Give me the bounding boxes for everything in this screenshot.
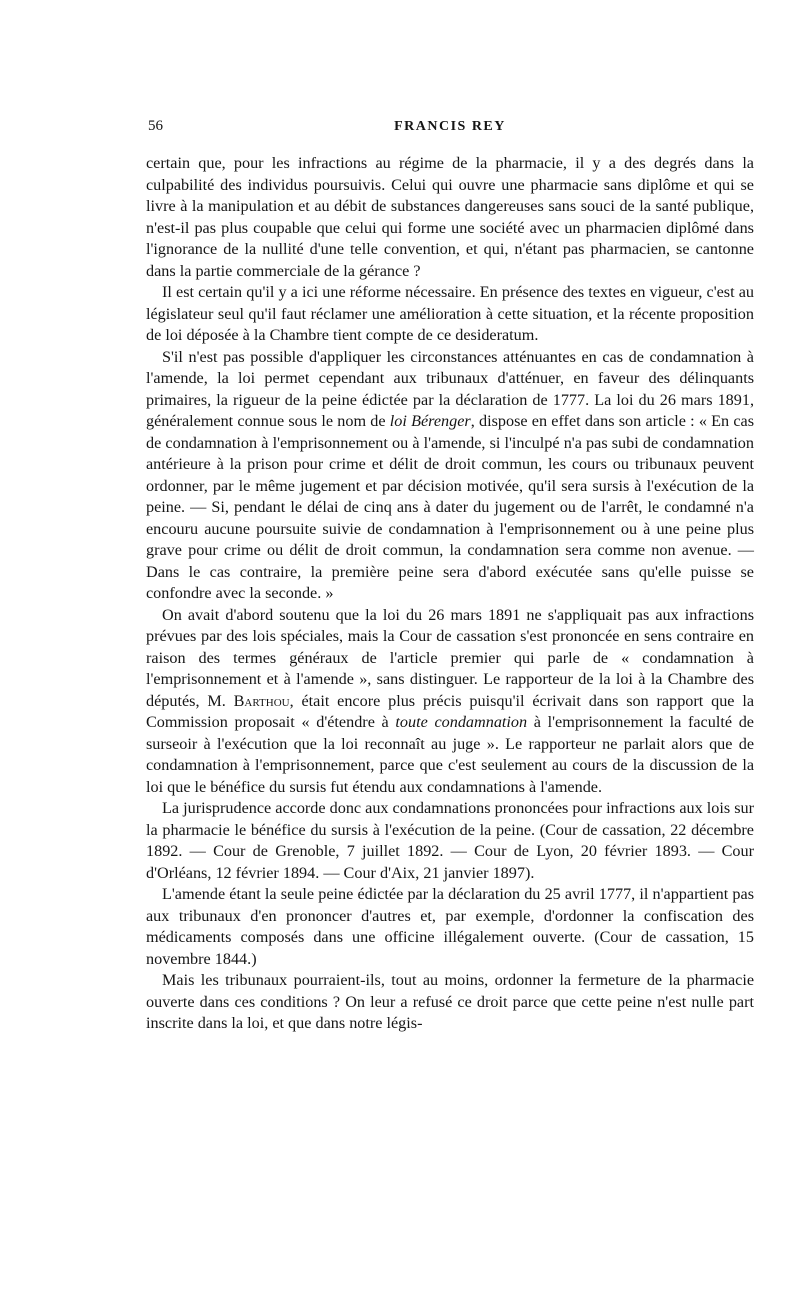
body-text	[146, 153, 754, 1035]
paragraph-4-text-c: à l'emprisonnement la faculté de surseoir à l'exécution que la loi reconnaît au juge ». Le rapporteur ne parlait alors que de condamnation à l'emprisonnement, parce que c'est seulement au cours de la discussion de la loi que le bénéfice du sursis fut étendu aux condamnations à l'amende.	[146, 713, 754, 796]
book-page	[146, 118, 754, 1035]
paragraph-5: La jurisprudence accorde donc aux condamnations prononcées pour infractions aux lois sur la pharmacie le bénéfice du sursis à l'exécution de la peine. (Cour de cassation, 22 décembre 1892. — Cour de Grenoble, 7 juillet 1892. — Cour de Lyon, 20 février 1893. — Cour d'Orléans, 12 février 1894. — Cour d'Aix, 21 janvier 1897).	[146, 799, 754, 882]
paragraph-7: Mais les tribunaux pourraient-ils, tout au moins, ordonner la fermeture de la pharmacie ouverte dans ces conditions ? On leur a refusé ce droit parce que cette peine n'est nulle part inscrite dans la loi, et que dans notre légis-	[146, 971, 754, 1032]
page-number: 56	[148, 118, 163, 134]
paragraph-6: L'amende étant la seule peine édictée par la déclaration du 25 avril 1777, il n'appartient pas aux tribunaux d'en prononcer d'autres et, par exemple, d'ordonner la confiscation des médicaments composés dans une officine illégalement ouverte. (Cour de cassation, 15 novembre 1844.)	[146, 885, 754, 968]
paragraph-4-text-b: , était encore plus précis puisqu'il écrivait dans son rapport que la Commission proposait « d'étendre à	[146, 691, 755, 731]
paragraph-3-text-a: S'il n'est pas possible d'appliquer les circonstances atténuantes en cas de condamnation à l'amende, la loi permet cependant aux tribunaux d'atténuer, en faveur des délinquants primaires, la rigueur de la peine édictée par la déclaration de 1777. La loi du 26 mars 1891, généralement connue sous le nom de	[146, 347, 754, 430]
paragraph-3	[146, 347, 754, 605]
paragraph-4-text-a: On avait d'abord soutenu que la loi du 26 mars 1891 ne s'appliquait pas aux infractions prévues par des lois spéciales, mais la Cour de cassation s'est prononcée en sens contraire en raison des termes généraux de l'article premier qui parle de « condamnation à l'emprisonnement et à l'amende », sans distinguer. Le rapporteur de la loi à la Chambre des députés, M.	[146, 605, 754, 710]
paragraph-1: certain que, pour les infractions au régime de la pharmacie, il y a des degrés dans la culpabilité des individus poursuivis. Celui qui ouvre une pharmacie sans diplôme et qui se livre à la manipulation et au débit de substances dangereuses sans souci de la santé publique, n'est-il pas plus coupable que celui qui forme une société avec un pharmacien diplômé dans l'ignorance de la nullité d'une telle convention, et qui, n'étant pas pharmacien, se cantonne dans la partie commerciale de la gérance ?	[146, 154, 754, 280]
loi-berenger-italic: loi Bérenger	[389, 412, 471, 430]
paragraph-4	[146, 605, 754, 799]
paragraph-2: Il est certain qu'il y a ici une réforme nécessaire. En présence des textes en vigueur, c'est au législateur seul qu'il faut réclamer une amélioration à cette situation, et la récente proposition de loi déposée à la Chambre tient compte de ce desideratum.	[146, 283, 754, 344]
page-header	[146, 118, 754, 142]
toute-condamnation-italic: toute condamnation	[395, 713, 528, 731]
running-title: FRANCIS REY	[394, 119, 506, 134]
barthou-smallcaps: Barthou	[233, 691, 290, 710]
paragraph-3-text-b: , dispose en effet dans son article : « En cas de condamnation à l'emprisonnement ou à l'amende, si l'inculpé n'a pas subi de condamnation antérieure à la prison pour crime et délit de droit commun, les cours ou tribunaux peuvent ordonner, par le même jugement et par décision motivée, qu'il sera sursis à l'exécution de la peine. — Si, pendant le délai de cinq ans à dater du jugement ou de l'arrêt, le condamné n'a encouru aucune poursuite suivie de condamnation à l'emprisonnement ou à une peine plus grave pour crime ou délit de droit commun, la condamnation sera comme non avenue. — Dans le cas contraire, la première peine sera d'abord exécutée sans qu'elle puisse se confondre avec la seconde. »	[146, 412, 754, 602]
